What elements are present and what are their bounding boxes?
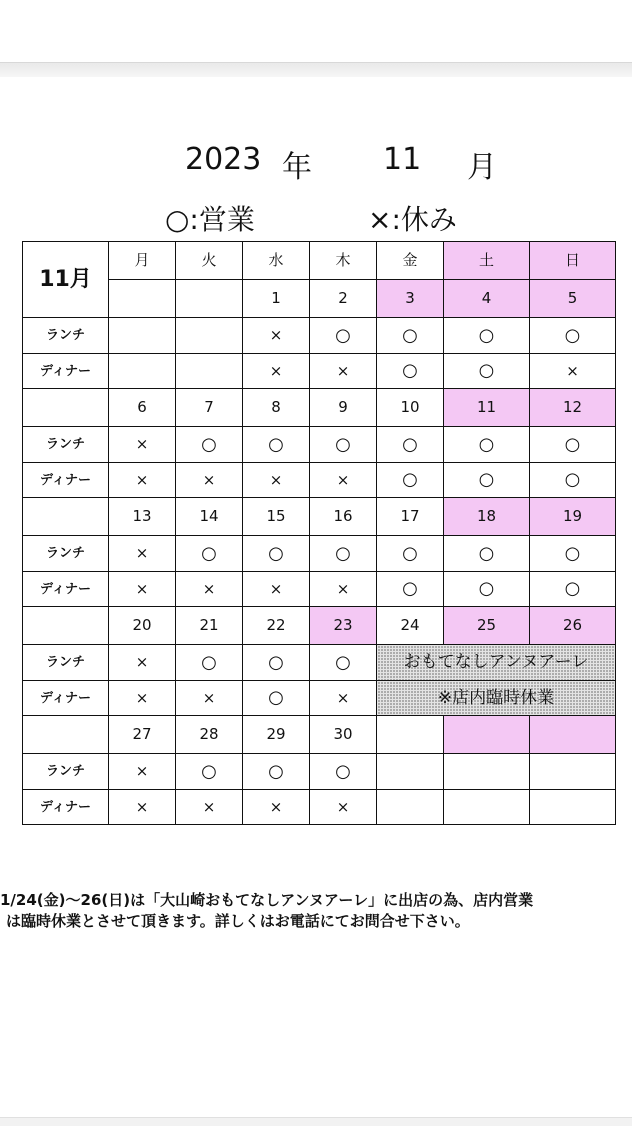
dinner-status-cell: ○ — [377, 572, 444, 607]
date-cell: 20 — [109, 607, 176, 645]
lunch-status-cell: × — [109, 536, 176, 572]
dinner-status-cell: × — [310, 572, 377, 607]
lunch-status-cell: ○ — [243, 427, 310, 463]
dinner-status-cell: × — [243, 572, 310, 607]
dinner-status-cell: × — [530, 354, 616, 389]
date-cell: 26 — [530, 607, 616, 645]
date-cell: 9 — [310, 389, 377, 427]
dinner-status-cell: × — [243, 354, 310, 389]
date-cell: 11 — [444, 389, 530, 427]
lunch-status-cell: ○ — [377, 536, 444, 572]
dinner-status-cell — [530, 790, 616, 825]
lunch-status-cell — [444, 754, 530, 790]
date-cell: 19 — [530, 498, 616, 536]
date-cell: 23 — [310, 607, 377, 645]
lunch-status-cell — [176, 318, 243, 354]
weekday-header: 火 — [176, 242, 243, 280]
weekday-header: 木 — [310, 242, 377, 280]
dinner-status-cell: ○ — [377, 463, 444, 498]
notice-text — [0, 890, 533, 932]
dinner-status-cell: ○ — [530, 463, 616, 498]
dinner-status-cell: ○ — [377, 354, 444, 389]
date-cell: 2 — [310, 280, 377, 318]
lunch-status-cell: × — [109, 754, 176, 790]
date-cell: 14 — [176, 498, 243, 536]
date-cell — [530, 716, 616, 754]
date-cell — [176, 280, 243, 318]
lunch-status-cell: ○ — [176, 754, 243, 790]
dinner-row-label: ディナー — [23, 790, 109, 825]
date-row-blank — [23, 716, 109, 754]
dinner-status-cell: × — [310, 790, 377, 825]
date-cell: 7 — [176, 389, 243, 427]
lunch-status-cell: ○ — [444, 536, 530, 572]
lunch-status-cell: × — [243, 318, 310, 354]
date-cell: 24 — [377, 607, 444, 645]
lunch-status-cell: ○ — [310, 536, 377, 572]
dinner-status-cell: × — [176, 790, 243, 825]
lunch-status-cell: × — [109, 645, 176, 681]
weekday-header: 日 — [530, 242, 616, 280]
date-cell: 25 — [444, 607, 530, 645]
date-cell: 29 — [243, 716, 310, 754]
date-row-blank — [23, 498, 109, 536]
dinner-status-cell — [444, 790, 530, 825]
lunch-status-cell: ○ — [377, 318, 444, 354]
dinner-status-cell: × — [109, 463, 176, 498]
lunch-status-cell: ○ — [176, 536, 243, 572]
date-cell — [109, 280, 176, 318]
dinner-status-cell: × — [109, 790, 176, 825]
lunch-status-cell — [377, 754, 444, 790]
date-cell: 13 — [109, 498, 176, 536]
date-cell: 22 — [243, 607, 310, 645]
dinner-row-label: ディナー — [23, 572, 109, 607]
weekday-header: 水 — [243, 242, 310, 280]
date-cell: 3 — [377, 280, 444, 318]
dinner-status-cell: × — [176, 463, 243, 498]
date-cell: 17 — [377, 498, 444, 536]
lunch-status-cell — [530, 754, 616, 790]
dinner-status-cell: ○ — [444, 354, 530, 389]
date-row-blank — [23, 389, 109, 427]
date-cell: 5 — [530, 280, 616, 318]
lunch-row-label: ランチ — [23, 536, 109, 572]
dinner-status-cell — [377, 790, 444, 825]
dinner-row-label: ディナー — [23, 463, 109, 498]
dinner-row-label: ディナー — [23, 681, 109, 716]
dinner-status-cell: ○ — [444, 463, 530, 498]
date-cell: 30 — [310, 716, 377, 754]
date-cell: 10 — [377, 389, 444, 427]
weekday-header: 月 — [109, 242, 176, 280]
notice-line-2: は臨時休業とさせて頂きます。詳しくはお電話にてお問合せ下さい。 — [6, 912, 470, 930]
dinner-status-cell — [176, 354, 243, 389]
title-month: 11 — [383, 142, 422, 177]
date-cell: 8 — [243, 389, 310, 427]
title-year-unit: 年 — [282, 150, 312, 185]
lunch-status-cell: ○ — [176, 427, 243, 463]
dinner-status-cell: × — [243, 463, 310, 498]
lunch-row-label: ランチ — [23, 645, 109, 681]
date-cell: 12 — [530, 389, 616, 427]
title-year: 2023 — [185, 142, 262, 177]
event-closure-box: ※店内臨時休業 — [377, 681, 616, 716]
dinner-status-cell: × — [310, 463, 377, 498]
dinner-status-cell: ○ — [243, 681, 310, 716]
lunch-status-cell: ○ — [530, 536, 616, 572]
date-cell: 6 — [109, 389, 176, 427]
dinner-status-cell: × — [176, 572, 243, 607]
dinner-status-cell: × — [310, 681, 377, 716]
lunch-status-cell: ○ — [444, 318, 530, 354]
lunch-status-cell: ○ — [310, 754, 377, 790]
dinner-status-cell: × — [109, 572, 176, 607]
lunch-status-cell: ○ — [530, 427, 616, 463]
dinner-row-label: ディナー — [23, 354, 109, 389]
dinner-status-cell: ○ — [444, 572, 530, 607]
date-cell: 4 — [444, 280, 530, 318]
date-cell: 15 — [243, 498, 310, 536]
dinner-status-cell: ○ — [530, 572, 616, 607]
lunch-status-cell: ○ — [243, 645, 310, 681]
weekday-header: 土 — [444, 242, 530, 280]
dinner-status-cell: × — [243, 790, 310, 825]
weekday-header: 金 — [377, 242, 444, 280]
title-month-unit: 月 — [467, 150, 497, 185]
date-cell: 28 — [176, 716, 243, 754]
legend-closed: ×:休み — [368, 203, 457, 236]
lunch-row-label: ランチ — [23, 427, 109, 463]
event-name-box: おもてなしアンヌアーレ — [377, 645, 616, 681]
lunch-row-label: ランチ — [23, 318, 109, 354]
lunch-status-cell: ○ — [310, 645, 377, 681]
lunch-status-cell: × — [109, 427, 176, 463]
date-row-blank — [23, 607, 109, 645]
date-cell: 16 — [310, 498, 377, 536]
date-cell: 21 — [176, 607, 243, 645]
date-cell — [444, 716, 530, 754]
lunch-status-cell — [109, 318, 176, 354]
month-label: 11月 — [23, 242, 109, 318]
top-divider-bar — [0, 62, 632, 77]
lunch-status-cell: ○ — [310, 318, 377, 354]
notice-line-1: 1/24(金)～26(日)は「大山崎おもてなしアンヌアーレ」に出店の為、店内営業 — [0, 891, 534, 909]
dinner-status-cell: × — [176, 681, 243, 716]
legend-open: ○:営業 — [165, 203, 255, 236]
date-cell: 1 — [243, 280, 310, 318]
lunch-status-cell: ○ — [243, 754, 310, 790]
dinner-status-cell: × — [109, 681, 176, 716]
lunch-status-cell: ○ — [530, 318, 616, 354]
date-cell: 27 — [109, 716, 176, 754]
lunch-status-cell: ○ — [176, 645, 243, 681]
date-cell — [377, 716, 444, 754]
dinner-status-cell: × — [310, 354, 377, 389]
lunch-status-cell: ○ — [444, 427, 530, 463]
lunch-status-cell: ○ — [310, 427, 377, 463]
lunch-row-label: ランチ — [23, 754, 109, 790]
lunch-status-cell: ○ — [377, 427, 444, 463]
business-calendar — [22, 241, 616, 825]
date-cell: 18 — [444, 498, 530, 536]
lunch-status-cell: ○ — [243, 536, 310, 572]
dinner-status-cell — [109, 354, 176, 389]
